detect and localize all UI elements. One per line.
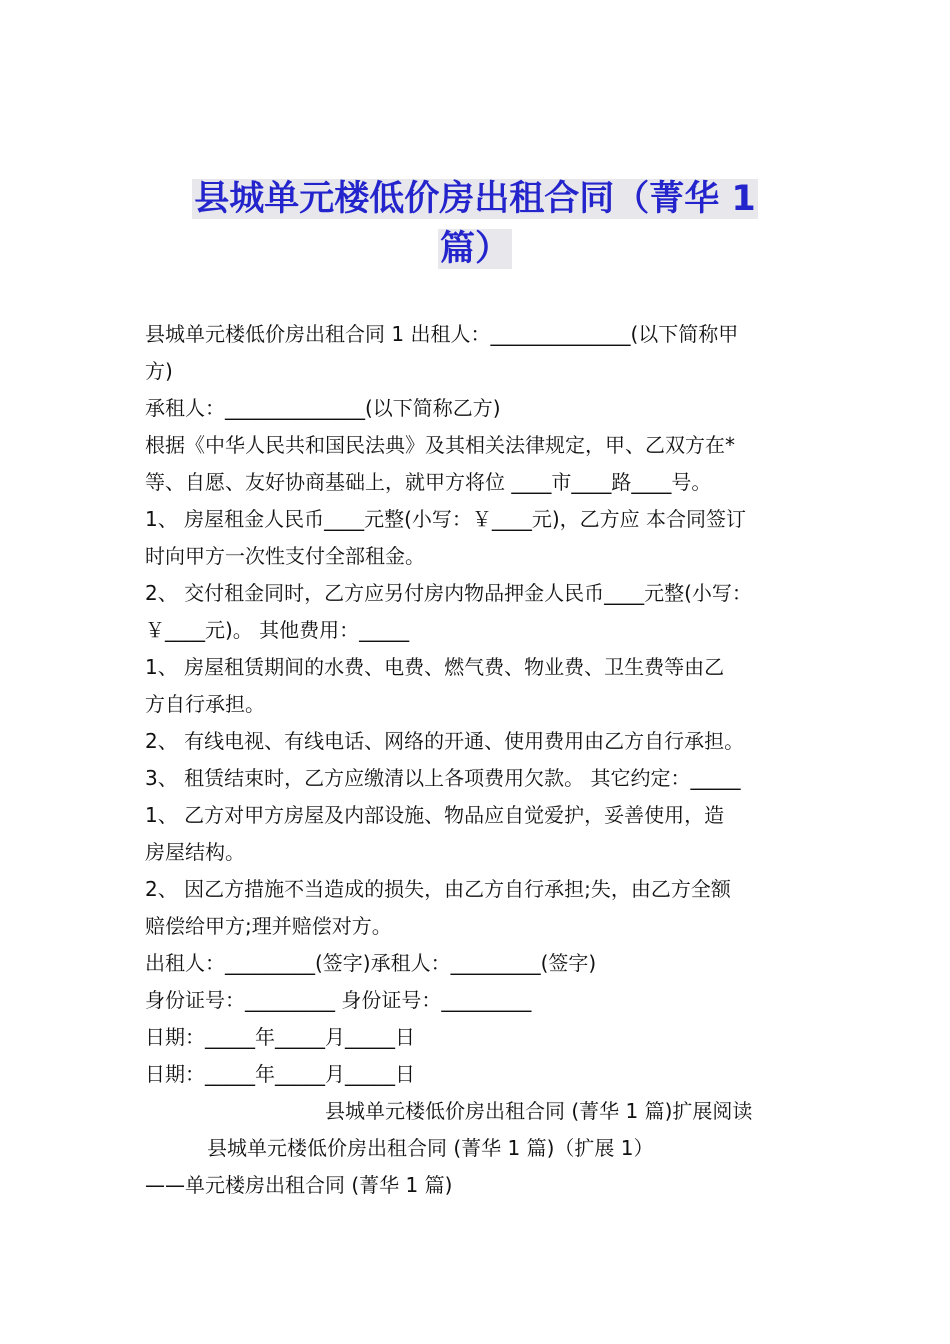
document-body: [145, 316, 813, 1204]
document-title: [0, 174, 950, 274]
title-line-1: 县城单元楼低价房出租合同（菁华 1: [194, 179, 756, 219]
extended-reading-subheading: 县城单元楼低价房出租合同 (菁华 1 篇)（扩展 1）: [207, 1136, 654, 1160]
text-line: 1、 房屋租赁期间的水费、电费、燃气费、物业费、卫生费等由乙: [145, 655, 725, 679]
text-line: 1、 房屋租金人民币____元整(小写：￥____元)，乙方应 本合同签订: [145, 507, 747, 531]
text-line: 县城单元楼低价房出租合同 1 出租人：______________(以下简称甲: [145, 322, 739, 346]
text-line: 等、自愿、友好协商基础上，就甲方将位 ____市____路____号。: [145, 470, 712, 494]
title-line-2: 篇）: [439, 229, 510, 269]
text-line: 3、 租赁结束时，乙方应缴清以上各项费用欠款。 其它约定：_____: [145, 766, 741, 790]
text-line: 时向甲方一次性支付全部租金。: [145, 544, 425, 568]
date-line: 日期：_____年_____月_____日: [145, 1062, 415, 1086]
text-line: 承租人：______________(以下简称乙方): [145, 396, 501, 420]
signature-line: 出租人：_________(签字)承租人：_________(签字): [145, 951, 597, 975]
text-line: 赔偿给甲方;理并赔偿对方。: [145, 914, 392, 938]
text-line: 方): [145, 359, 173, 383]
text-line: 房屋结构。: [145, 840, 245, 864]
text-line: 2、 交付租金同时，乙方应另付房内物品押金人民币____元整(小写：: [145, 581, 752, 605]
id-number-line: 身份证号：_________ 身份证号：_________: [145, 988, 532, 1012]
text-line: 2、 有线电视、有线电话、网络的开通、使用费用由乙方自行承担。: [145, 729, 745, 753]
text-line: 根据《中华人民共和国民法典》及其相关法律规定，甲、乙双方在*: [145, 433, 735, 457]
extended-reading-heading: 县城单元楼低价房出租合同 (菁华 1 篇)扩展阅读: [325, 1099, 753, 1123]
text-line: 1、 乙方对甲方房屋及内部设施、物品应自觉爱护，妥善使用，造: [145, 803, 725, 827]
text-line: 2、 因乙方措施不当造成的损失，由乙方自行承担;失，由乙方全额: [145, 877, 731, 901]
text-line: ￥____元)。 其他费用：_____: [145, 618, 410, 642]
extended-reading-line: ——单元楼房出租合同 (菁华 1 篇): [145, 1173, 453, 1197]
text-line: 方自行承担。: [145, 692, 265, 716]
date-line: 日期：_____年_____月_____日: [145, 1025, 415, 1049]
